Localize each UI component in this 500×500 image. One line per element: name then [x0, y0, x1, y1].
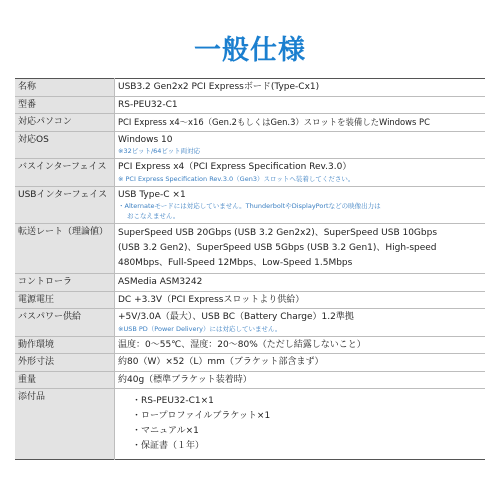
spec-value-line: 約40g（標準ブラケット装着時） — [118, 374, 252, 385]
table-row — [15, 389, 485, 460]
spec-value-line: DC +3.3V（PCI Expressスロットより供給） — [118, 294, 305, 305]
spec-value-line: 480Mbps、Full-Speed 12Mbps、Low-Speed 1.5Mbps — [118, 258, 353, 268]
spec-value-line: (USB 3.2 Gen2)、SuperSpeed USB 5Gbps (USB 3.2 Gen1)、High-speed — [118, 243, 437, 253]
spec-label: 動作環境 — [15, 336, 115, 354]
spec-value-line: RS-PEU32-C1 — [118, 99, 178, 110]
table-row — [15, 224, 485, 274]
spec-note: ・Alternateモードには対応していません。ThunderboltやDisplayPortなどの映像出力は — [118, 202, 381, 210]
table-row — [15, 274, 485, 292]
spec-label: 外形寸法 — [15, 354, 115, 372]
table-row — [15, 131, 485, 159]
list-item: ・ロープロファイルブラケット×1 — [132, 411, 271, 421]
table-row — [15, 186, 485, 224]
spec-value-line: 温度：0～55℃、湿度：20～80%（ただし結露しないこと） — [118, 339, 366, 350]
spec-label: 型番 — [15, 96, 115, 114]
spec-value — [115, 186, 486, 224]
table-row — [15, 336, 485, 354]
list-item: ・RS-PEU32-C1×1 — [132, 396, 214, 406]
table-row — [15, 371, 485, 389]
table-row — [15, 159, 485, 187]
page-title: 一般仕様 — [194, 35, 306, 66]
spec-value-line: USB3.2 Gen2x2 PCI Expressボード(Type-Cx1) — [118, 82, 320, 92]
spec-label: USBインターフェイス — [15, 186, 115, 224]
spec-label: 対応パソコン — [15, 114, 115, 132]
spec-value — [115, 371, 486, 389]
spec-value-line: ASMedia ASM3242 — [118, 277, 203, 287]
spec-note: おこなえません。 — [127, 212, 180, 220]
spec-value — [115, 336, 486, 354]
table-row — [15, 291, 485, 309]
spec-label: バスインターフェイス — [15, 159, 115, 187]
table-row — [15, 114, 485, 132]
spec-label: バスパワー供給 — [15, 309, 115, 337]
spec-value — [115, 114, 486, 132]
spec-value-line: USB Type-C ×1 — [118, 189, 186, 200]
spec-value — [115, 131, 486, 159]
spec-table — [15, 78, 485, 460]
table-row — [15, 96, 485, 114]
spec-label: コントローラ — [15, 274, 115, 292]
spec-label: 名称 — [15, 79, 115, 97]
spec-value-line: PCI Express x4（PCI Express Specification Rev.3.0） — [118, 162, 352, 172]
spec-label: 重量 — [15, 371, 115, 389]
spec-value-line: 約80（W）×52（L）mm（ブラケット部含まず） — [118, 357, 324, 367]
spec-value-line: SuperSpeed USB 20Gbps (USB 3.2 Gen2x2)、SuperSpeed USB 10Gbps — [118, 228, 438, 238]
spec-value — [115, 309, 486, 337]
table-row — [15, 309, 485, 337]
spec-label: 電源電圧 — [15, 291, 115, 309]
spec-value — [115, 389, 486, 460]
spec-value-line: Windows 10 — [118, 134, 173, 145]
spec-value — [115, 96, 486, 114]
spec-value-line: PCI Express x4～x16（Gen.2もしくはGen.3）スロットを装備したWindows PC — [118, 117, 430, 127]
spec-note: ※USB PD（Power Delivery）には対応していません。 — [118, 324, 282, 333]
list-item: ・保証書（１年） — [132, 441, 205, 451]
spec-value — [115, 274, 486, 292]
accessory-list — [118, 391, 482, 457]
list-item: ・マニュアル×1 — [132, 426, 199, 436]
spec-value — [115, 291, 486, 309]
spec-note: ※ PCI Express Specification Rev.3.0（Gen3）スロットへ装着してください。 — [118, 174, 355, 183]
spec-label: 転送レート（理論値） — [15, 224, 115, 274]
spec-value — [115, 224, 486, 274]
spec-value-line: +5V/3.0A（最大）、USB BC（Battery Charge）1.2準拠 — [118, 312, 354, 322]
spec-value — [115, 354, 486, 372]
table-row — [15, 79, 485, 97]
spec-value — [115, 79, 486, 97]
spec-value — [115, 159, 486, 187]
table-row — [15, 354, 485, 372]
spec-label: 対応OS — [15, 131, 115, 159]
spec-label: 添付品 — [15, 389, 115, 460]
spec-note: ※32ビット/64ビット両対応 — [118, 147, 201, 155]
